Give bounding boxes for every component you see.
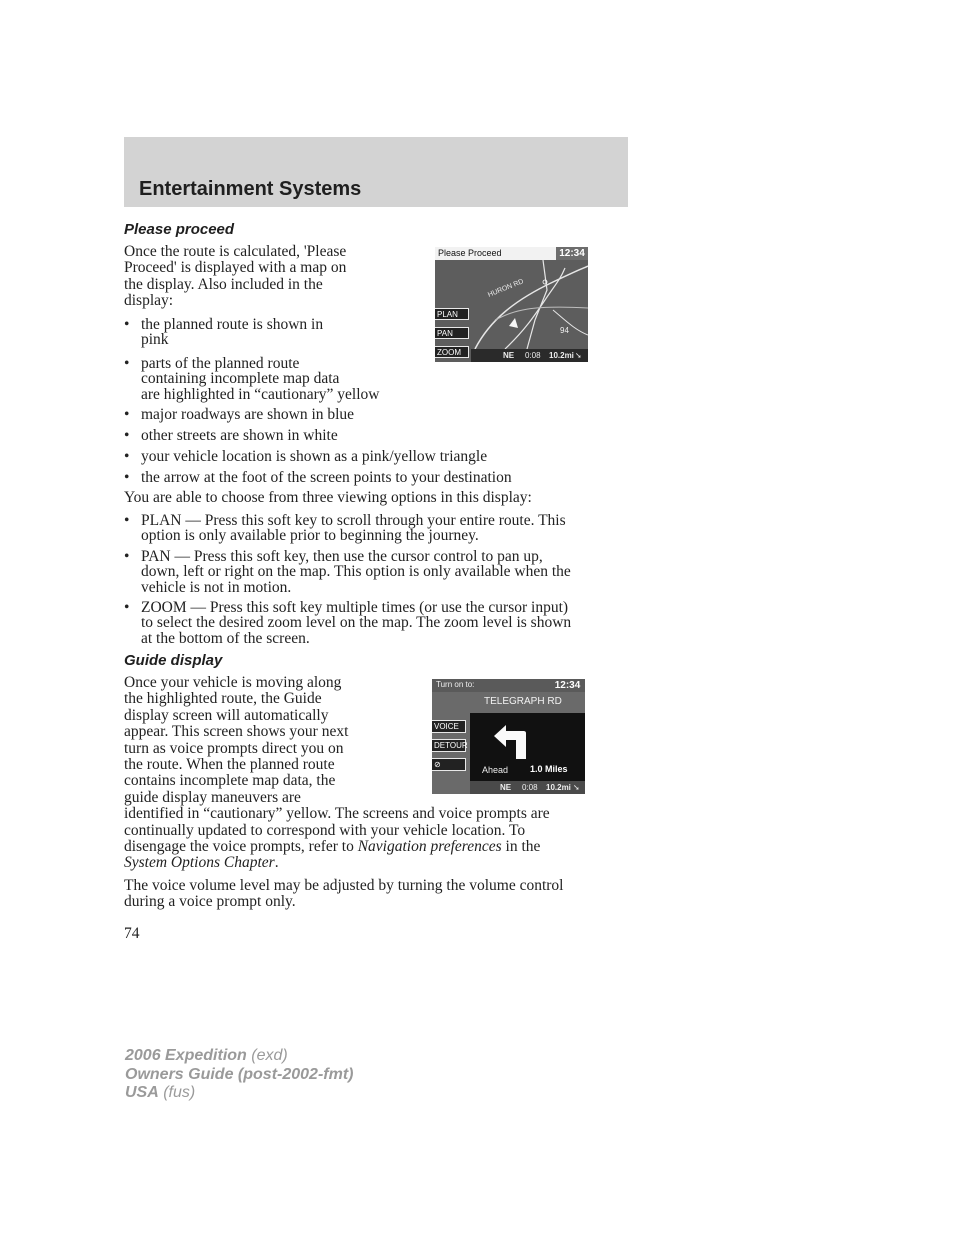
bullet-roadways-blue: • major roadways are shown in blue xyxy=(124,406,355,423)
bullet-route-pink: • the planned route is shown in pink xyxy=(124,316,324,349)
volume-line-2: during a voice prompt only. xyxy=(124,893,296,911)
bullet-pan: • PAN — Press this soft key, then use the cursor control to pan up, down, left or right on the map. This option is only available when the vehicle is not in motion. xyxy=(124,548,571,596)
map-status-bar xyxy=(471,349,588,362)
guide-line-6: the route. When the planned route xyxy=(124,756,335,773)
status-distance: 10.2mi xyxy=(549,351,574,360)
status-elapsed: 0:08 xyxy=(525,351,541,360)
link-system-options-chapter: System Options Chapter xyxy=(124,854,275,872)
intro-line-1: Once the route is calculated, 'Please xyxy=(124,243,347,260)
guide-line-4: appear. This screen shows your next xyxy=(124,723,349,741)
guide-line-2: the highlighted route, the Guide xyxy=(124,690,322,708)
bullet-arrow-destination: • the arrow at the foot of the screen points to your destination xyxy=(124,469,512,486)
intro-line-4: display: xyxy=(124,292,174,310)
turn-panel xyxy=(470,713,585,781)
guide-status-bar xyxy=(470,781,585,794)
pan-softkey[interactable]: PAN xyxy=(435,327,469,339)
destination-arrow-icon: ➘ xyxy=(575,351,582,360)
voice-mute-softkey[interactable] xyxy=(432,758,466,771)
guide-line-11: disengage the voice prompts, refer to Navigation preferences in the xyxy=(124,838,541,855)
mute-icon: ⊘ xyxy=(434,760,441,769)
guide-line-7: contains incomplete map data, the xyxy=(124,772,336,790)
section-title: Entertainment Systems xyxy=(139,178,362,200)
turn-on-label: Turn on to: xyxy=(436,680,475,689)
destination-arrow-icon: ➘ xyxy=(573,783,580,792)
status-elapsed: 0:08 xyxy=(522,783,538,792)
ahead-distance: 1.0 Miles xyxy=(530,764,568,774)
guide-line-5: turn as voice prompts direct you on xyxy=(124,739,344,757)
status-heading: NE xyxy=(500,783,512,792)
zoom-softkey[interactable]: ZOOM xyxy=(435,346,469,358)
guide-line-10: continually updated to correspond with your vehicle location. To xyxy=(124,821,526,839)
bullet-incomplete-yellow: • parts of the planned route containing incomplete map data are highlighted in “cautionary” yellow xyxy=(124,355,380,403)
page-number: 74 xyxy=(124,925,140,942)
guide-line-12: System Options Chapter. xyxy=(124,854,279,872)
please-proceed-screen xyxy=(435,247,588,362)
intro-line-2: Proceed' is displayed with a map on xyxy=(124,259,347,277)
status-heading: NE xyxy=(503,351,515,360)
ahead-label: Ahead xyxy=(482,765,509,775)
bullet-vehicle-triangle: • your vehicle location is shown as a pink/yellow triangle xyxy=(124,448,488,465)
guide-line-1: Once your vehicle is moving along xyxy=(124,674,342,691)
guide-display-screen xyxy=(432,679,585,794)
clock: 12:34 xyxy=(556,247,588,260)
map-road-label: HURON RD xyxy=(487,278,525,299)
intro-line-3: the display. Also included in the xyxy=(124,275,323,293)
options-intro: You are able to choose from three viewing options in this display: xyxy=(124,489,532,506)
subheading-guide-display: Guide display xyxy=(124,652,223,669)
detour-softkey[interactable]: DETOUR xyxy=(434,741,468,750)
screen-title: Please Proceed xyxy=(438,248,502,258)
volume-line-1: The voice volume level may be adjusted by turning the volume control xyxy=(124,877,564,894)
link-navigation-preferences: Navigation preferences xyxy=(357,838,502,855)
section-header-band xyxy=(124,137,628,207)
left-turn-arrow-icon xyxy=(492,723,532,761)
voice-softkey[interactable]: VOICE xyxy=(432,720,466,733)
guide-line-3: display screen will automatically xyxy=(124,706,329,724)
street-name: TELEGRAPH RD xyxy=(484,696,562,707)
bullet-zoom: • ZOOM — Press this soft key multiple times (or use the cursor input) to select the desired zoom level on the map. The zoom level is shown at the bottom of the screen. xyxy=(124,599,572,647)
bullet-plan: • PLAN — Press this soft key to scroll through your entire route. This option is only available prior to beginning the journey. xyxy=(124,512,566,545)
guide-line-8: guide display maneuvers are xyxy=(124,788,301,806)
document-footer: 2006 Expedition (exd) Owners Guide (post-2002-fmt) USA (fus) xyxy=(125,1047,354,1101)
clock: 12:34 xyxy=(550,679,585,692)
subheading-please-proceed: Please proceed xyxy=(124,221,235,238)
map-road-number: 94 xyxy=(560,326,569,335)
plan-softkey[interactable]: PLAN xyxy=(435,308,469,320)
status-distance: 10.2mi xyxy=(546,783,571,792)
bullet-streets-white: • other streets are shown in white xyxy=(124,427,338,444)
guide-line-9: identified in “cautionary” yellow. The screens and voice prompts are xyxy=(124,805,550,823)
